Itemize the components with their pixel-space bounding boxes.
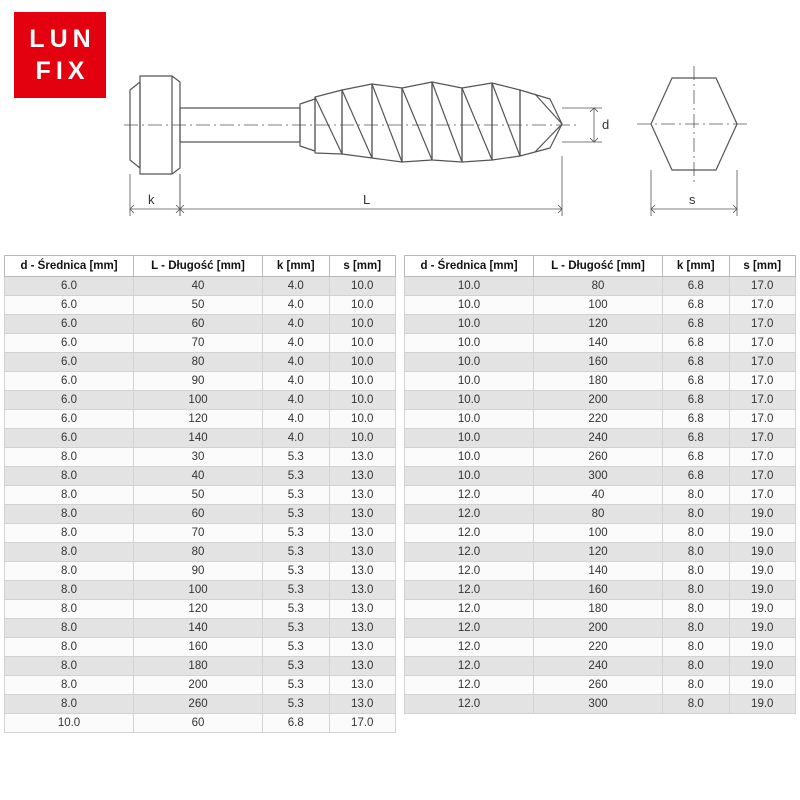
table-row xyxy=(5,524,396,543)
table-row xyxy=(5,562,396,581)
cell-s: 13.0 xyxy=(329,638,396,657)
cell-k: 8.0 xyxy=(663,657,729,676)
cell-length: 120 xyxy=(534,543,663,562)
spec-table-right-body xyxy=(405,277,796,714)
table-row xyxy=(405,448,796,467)
cell-s: 13.0 xyxy=(329,600,396,619)
brand-logo xyxy=(14,12,106,98)
cell-diameter: 8.0 xyxy=(5,467,134,486)
cell-k: 5.3 xyxy=(263,600,329,619)
cell-length: 100 xyxy=(534,296,663,315)
cell-length: 70 xyxy=(134,524,263,543)
cell-k: 6.8 xyxy=(663,315,729,334)
spec-table-left-body xyxy=(5,277,396,733)
table-row xyxy=(405,638,796,657)
cell-s: 10.0 xyxy=(329,410,396,429)
cell-diameter: 12.0 xyxy=(405,619,534,638)
cell-s: 13.0 xyxy=(329,543,396,562)
cell-length: 90 xyxy=(134,372,263,391)
cell-k: 4.0 xyxy=(263,296,329,315)
cell-s: 13.0 xyxy=(329,676,396,695)
table-row xyxy=(5,353,396,372)
cell-diameter: 6.0 xyxy=(5,391,134,410)
cell-length: 120 xyxy=(134,600,263,619)
cell-diameter: 12.0 xyxy=(405,562,534,581)
cell-k: 4.0 xyxy=(263,277,329,296)
cell-diameter: 12.0 xyxy=(405,638,534,657)
cell-length: 220 xyxy=(534,638,663,657)
table-row xyxy=(405,562,796,581)
cell-diameter: 8.0 xyxy=(5,524,134,543)
table-row xyxy=(405,543,796,562)
cell-length: 300 xyxy=(534,695,663,714)
cell-diameter: 12.0 xyxy=(405,695,534,714)
cell-k: 8.0 xyxy=(663,562,729,581)
cell-diameter: 12.0 xyxy=(405,600,534,619)
cell-length: 40 xyxy=(534,486,663,505)
logo-line-1: LUN xyxy=(29,25,96,53)
cell-s: 19.0 xyxy=(729,524,796,543)
cell-k: 4.0 xyxy=(263,410,329,429)
cell-s: 19.0 xyxy=(729,657,796,676)
cell-s: 17.0 xyxy=(729,353,796,372)
table-row xyxy=(5,372,396,391)
cell-k: 5.3 xyxy=(263,581,329,600)
cell-k: 6.8 xyxy=(663,410,729,429)
cell-s: 13.0 xyxy=(329,657,396,676)
cell-k: 4.0 xyxy=(263,334,329,353)
table-row xyxy=(5,334,396,353)
table-row xyxy=(5,410,396,429)
cell-s: 13.0 xyxy=(329,695,396,714)
cell-s: 19.0 xyxy=(729,543,796,562)
cell-diameter: 6.0 xyxy=(5,277,134,296)
cell-s: 10.0 xyxy=(329,353,396,372)
cell-diameter: 10.0 xyxy=(405,467,534,486)
cell-diameter: 10.0 xyxy=(405,315,534,334)
cell-diameter: 12.0 xyxy=(405,543,534,562)
cell-diameter: 6.0 xyxy=(5,296,134,315)
table-row xyxy=(5,543,396,562)
spec-table-right-wrapper xyxy=(404,255,796,733)
cell-length: 40 xyxy=(134,467,263,486)
cell-length: 180 xyxy=(534,600,663,619)
dimension-label-L: L xyxy=(363,192,371,207)
table-row xyxy=(5,657,396,676)
table-row xyxy=(405,315,796,334)
cell-s: 17.0 xyxy=(729,334,796,353)
cell-s: 17.0 xyxy=(729,391,796,410)
table-row xyxy=(5,619,396,638)
cell-diameter: 12.0 xyxy=(405,505,534,524)
cell-length: 160 xyxy=(534,353,663,372)
cell-diameter: 10.0 xyxy=(405,277,534,296)
cell-k: 6.8 xyxy=(663,448,729,467)
cell-k: 8.0 xyxy=(663,486,729,505)
table-row xyxy=(405,676,796,695)
table-row xyxy=(5,600,396,619)
cell-s: 13.0 xyxy=(329,486,396,505)
cell-length: 80 xyxy=(134,543,263,562)
cell-s: 10.0 xyxy=(329,429,396,448)
column-header-s: s [mm] xyxy=(329,256,396,277)
table-row xyxy=(5,391,396,410)
cell-diameter: 8.0 xyxy=(5,562,134,581)
cell-k: 5.3 xyxy=(263,467,329,486)
cell-length: 80 xyxy=(534,277,663,296)
table-row xyxy=(405,391,796,410)
cell-length: 180 xyxy=(134,657,263,676)
cell-k: 5.3 xyxy=(263,638,329,657)
cell-diameter: 6.0 xyxy=(5,353,134,372)
table-row xyxy=(5,467,396,486)
cell-s: 13.0 xyxy=(329,581,396,600)
cell-diameter: 12.0 xyxy=(405,486,534,505)
cell-s: 10.0 xyxy=(329,315,396,334)
cell-diameter: 10.0 xyxy=(405,391,534,410)
table-row xyxy=(405,410,796,429)
cell-length: 50 xyxy=(134,296,263,315)
cell-diameter: 10.0 xyxy=(405,372,534,391)
cell-diameter: 12.0 xyxy=(405,657,534,676)
cell-diameter: 6.0 xyxy=(5,372,134,391)
cell-length: 60 xyxy=(134,714,263,733)
cell-s: 13.0 xyxy=(329,467,396,486)
cell-diameter: 12.0 xyxy=(405,581,534,600)
cell-diameter: 10.0 xyxy=(405,334,534,353)
column-header-k: k [mm] xyxy=(263,256,329,277)
cell-s: 19.0 xyxy=(729,676,796,695)
column-header-l: L - Długość [mm] xyxy=(134,256,263,277)
column-header-s: s [mm] xyxy=(729,256,796,277)
table-row xyxy=(405,429,796,448)
cell-k: 6.8 xyxy=(663,467,729,486)
cell-length: 80 xyxy=(534,505,663,524)
cell-s: 13.0 xyxy=(329,505,396,524)
cell-s: 10.0 xyxy=(329,277,396,296)
cell-k: 8.0 xyxy=(663,695,729,714)
cell-s: 17.0 xyxy=(729,429,796,448)
cell-s: 17.0 xyxy=(329,714,396,733)
cell-length: 70 xyxy=(134,334,263,353)
column-header-l: L - Długość [mm] xyxy=(534,256,663,277)
cell-s: 10.0 xyxy=(329,296,396,315)
dimension-label-d: d xyxy=(602,117,610,132)
cell-k: 4.0 xyxy=(263,353,329,372)
cell-k: 5.3 xyxy=(263,543,329,562)
cell-s: 10.0 xyxy=(329,372,396,391)
cell-length: 100 xyxy=(134,581,263,600)
cell-k: 8.0 xyxy=(663,543,729,562)
table-row xyxy=(405,581,796,600)
table-row xyxy=(5,315,396,334)
table-row xyxy=(405,467,796,486)
cell-s: 13.0 xyxy=(329,524,396,543)
cell-length: 60 xyxy=(134,315,263,334)
cell-k: 5.3 xyxy=(263,486,329,505)
column-header-k: k [mm] xyxy=(663,256,729,277)
cell-k: 8.0 xyxy=(663,581,729,600)
table-row xyxy=(405,505,796,524)
cell-s: 19.0 xyxy=(729,638,796,657)
dimension-label-s: s xyxy=(689,192,696,207)
cell-diameter: 8.0 xyxy=(5,486,134,505)
cell-k: 4.0 xyxy=(263,391,329,410)
cell-length: 40 xyxy=(134,277,263,296)
cell-diameter: 6.0 xyxy=(5,410,134,429)
cell-k: 5.3 xyxy=(263,619,329,638)
cell-k: 6.8 xyxy=(663,334,729,353)
cell-k: 5.3 xyxy=(263,524,329,543)
column-header-d: d - Średnica [mm] xyxy=(5,256,134,277)
cell-length: 50 xyxy=(134,486,263,505)
cell-diameter: 10.0 xyxy=(405,296,534,315)
table-row xyxy=(405,334,796,353)
cell-length: 260 xyxy=(534,676,663,695)
cell-s: 19.0 xyxy=(729,600,796,619)
cell-diameter: 8.0 xyxy=(5,676,134,695)
cell-s: 17.0 xyxy=(729,486,796,505)
cell-length: 100 xyxy=(134,391,263,410)
cell-k: 5.3 xyxy=(263,562,329,581)
cell-k: 5.3 xyxy=(263,505,329,524)
cell-diameter: 8.0 xyxy=(5,638,134,657)
cell-k: 8.0 xyxy=(663,524,729,543)
spec-tables xyxy=(4,255,796,733)
cell-k: 5.3 xyxy=(263,657,329,676)
cell-length: 180 xyxy=(534,372,663,391)
cell-s: 19.0 xyxy=(729,505,796,524)
cell-length: 90 xyxy=(134,562,263,581)
cell-s: 19.0 xyxy=(729,619,796,638)
cell-diameter: 8.0 xyxy=(5,695,134,714)
cell-diameter: 10.0 xyxy=(5,714,134,733)
table-row xyxy=(405,372,796,391)
table-row xyxy=(5,277,396,296)
cell-length: 30 xyxy=(134,448,263,467)
cell-length: 200 xyxy=(134,676,263,695)
cell-diameter: 8.0 xyxy=(5,619,134,638)
cell-k: 4.0 xyxy=(263,429,329,448)
cell-length: 140 xyxy=(534,334,663,353)
spec-table-right xyxy=(404,255,796,714)
cell-diameter: 10.0 xyxy=(405,448,534,467)
cell-k: 6.8 xyxy=(663,391,729,410)
cell-k: 6.8 xyxy=(263,714,329,733)
cell-k: 6.8 xyxy=(663,429,729,448)
cell-diameter: 10.0 xyxy=(405,429,534,448)
cell-s: 17.0 xyxy=(729,296,796,315)
table-row xyxy=(405,486,796,505)
cell-diameter: 10.0 xyxy=(405,410,534,429)
cell-k: 5.3 xyxy=(263,448,329,467)
table-row xyxy=(405,277,796,296)
cell-diameter: 6.0 xyxy=(5,429,134,448)
table-row xyxy=(5,505,396,524)
cell-diameter: 8.0 xyxy=(5,448,134,467)
cell-length: 300 xyxy=(534,467,663,486)
spec-table-left-wrapper xyxy=(4,255,396,733)
cell-s: 10.0 xyxy=(329,334,396,353)
table-row xyxy=(5,429,396,448)
cell-k: 4.0 xyxy=(263,372,329,391)
cell-s: 13.0 xyxy=(329,619,396,638)
cell-diameter: 12.0 xyxy=(405,676,534,695)
cell-k: 5.3 xyxy=(263,676,329,695)
table-row xyxy=(5,638,396,657)
cell-diameter: 8.0 xyxy=(5,657,134,676)
cell-length: 240 xyxy=(534,429,663,448)
cell-s: 19.0 xyxy=(729,562,796,581)
table-row xyxy=(5,448,396,467)
cell-length: 100 xyxy=(534,524,663,543)
cell-length: 260 xyxy=(534,448,663,467)
table-row xyxy=(405,524,796,543)
cell-k: 4.0 xyxy=(263,315,329,334)
cell-s: 13.0 xyxy=(329,448,396,467)
cell-length: 240 xyxy=(534,657,663,676)
cell-length: 200 xyxy=(534,619,663,638)
table-row xyxy=(5,695,396,714)
cell-s: 10.0 xyxy=(329,391,396,410)
cell-s: 13.0 xyxy=(329,562,396,581)
cell-k: 8.0 xyxy=(663,505,729,524)
table-row xyxy=(405,619,796,638)
cell-s: 17.0 xyxy=(729,277,796,296)
cell-diameter: 8.0 xyxy=(5,543,134,562)
cell-k: 6.8 xyxy=(663,353,729,372)
table-row xyxy=(405,600,796,619)
table-row xyxy=(5,581,396,600)
table-row xyxy=(405,695,796,714)
cell-diameter: 12.0 xyxy=(405,524,534,543)
cell-k: 8.0 xyxy=(663,676,729,695)
table-row xyxy=(5,486,396,505)
cell-s: 17.0 xyxy=(729,410,796,429)
cell-length: 140 xyxy=(134,429,263,448)
cell-s: 19.0 xyxy=(729,695,796,714)
spec-table-left xyxy=(4,255,396,733)
table-row xyxy=(405,353,796,372)
cell-s: 17.0 xyxy=(729,315,796,334)
cell-diameter: 8.0 xyxy=(5,505,134,524)
cell-length: 60 xyxy=(134,505,263,524)
cell-diameter: 8.0 xyxy=(5,581,134,600)
cell-length: 260 xyxy=(134,695,263,714)
cell-s: 19.0 xyxy=(729,581,796,600)
table-header-row xyxy=(405,256,796,277)
cell-k: 6.8 xyxy=(663,296,729,315)
cell-s: 17.0 xyxy=(729,448,796,467)
table-header-row xyxy=(5,256,396,277)
cell-length: 160 xyxy=(134,638,263,657)
cell-length: 120 xyxy=(534,315,663,334)
table-row xyxy=(405,296,796,315)
cell-length: 220 xyxy=(534,410,663,429)
table-row xyxy=(5,676,396,695)
cell-length: 160 xyxy=(534,581,663,600)
cell-s: 17.0 xyxy=(729,372,796,391)
cell-length: 140 xyxy=(534,562,663,581)
cell-k: 5.3 xyxy=(263,695,329,714)
table-row xyxy=(405,657,796,676)
dimension-label-k: k xyxy=(148,192,155,207)
cell-diameter: 6.0 xyxy=(5,334,134,353)
technical-drawing xyxy=(110,4,790,242)
table-row xyxy=(5,296,396,315)
cell-s: 17.0 xyxy=(729,467,796,486)
cell-length: 200 xyxy=(534,391,663,410)
cell-diameter: 6.0 xyxy=(5,315,134,334)
cell-length: 140 xyxy=(134,619,263,638)
cell-length: 120 xyxy=(134,410,263,429)
cell-length: 80 xyxy=(134,353,263,372)
logo-line-2: FIX xyxy=(35,57,90,85)
cell-k: 6.8 xyxy=(663,372,729,391)
cell-k: 8.0 xyxy=(663,638,729,657)
cell-k: 8.0 xyxy=(663,600,729,619)
cell-k: 8.0 xyxy=(663,619,729,638)
table-row xyxy=(5,714,396,733)
column-header-d: d - Średnica [mm] xyxy=(405,256,534,277)
cell-k: 6.8 xyxy=(663,277,729,296)
cell-diameter: 8.0 xyxy=(5,600,134,619)
cell-diameter: 10.0 xyxy=(405,353,534,372)
